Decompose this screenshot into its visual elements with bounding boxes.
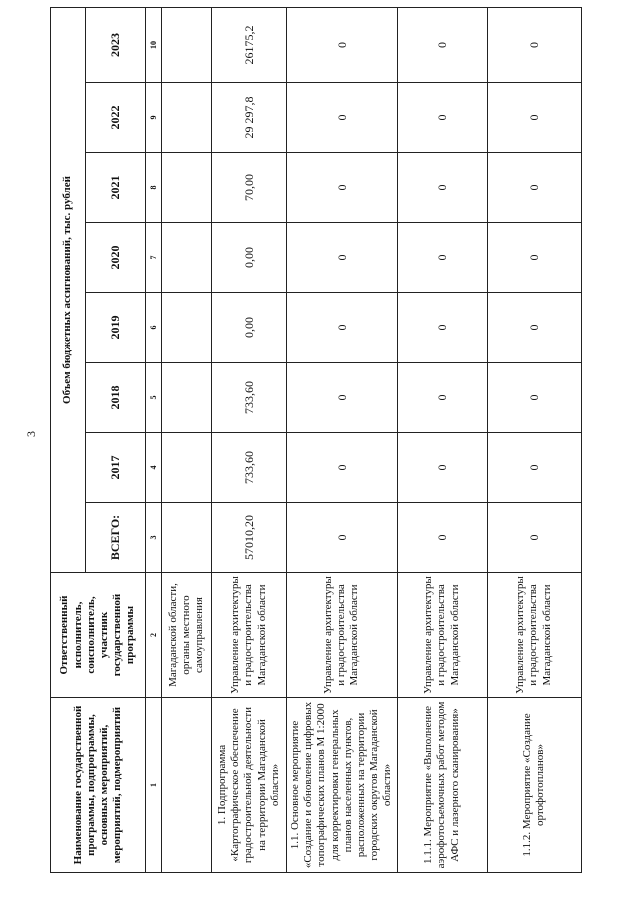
table-row: [162, 7, 212, 872]
row-value: 29 297,8: [212, 83, 287, 153]
row-value: 0: [487, 83, 581, 153]
header-year: 2020: [86, 223, 146, 293]
row-executor: Управление архитектуры и градостроительства Магаданской области: [397, 573, 487, 698]
row-value: [162, 153, 212, 223]
row-value: 0: [287, 223, 398, 293]
header-executor-column: Ответственный исполнитель, соисполнитель, участник государственной программы: [51, 573, 146, 698]
header-budget-group: Объем бюджетных ассигнований, тыс. рублей: [51, 7, 86, 572]
row-value: 0: [287, 433, 398, 503]
column-index: 8: [146, 153, 162, 223]
row-executor: Управление архитектуры и градостроительства Магаданской области: [287, 573, 398, 698]
row-name: 1. Подпрограмма «Картографическое обеспечение градостроительной деятельности на территории Магаданской области»: [212, 698, 287, 873]
column-index: 9: [146, 83, 162, 153]
header-year: 2021: [86, 153, 146, 223]
row-value: 0: [397, 83, 487, 153]
row-value: [162, 433, 212, 503]
row-value: 0: [287, 363, 398, 433]
column-index: 1: [146, 698, 162, 873]
row-value: 733,60: [212, 433, 287, 503]
header-year: 2019: [86, 293, 146, 363]
row-total: 0: [287, 503, 398, 573]
column-index: 6: [146, 293, 162, 363]
row-value: 0: [397, 7, 487, 82]
column-index: 3: [146, 503, 162, 573]
row-value: 0: [397, 223, 487, 293]
table-row: [212, 7, 287, 872]
row-executor: Управление архитектуры и градостроительства Магаданской области: [487, 573, 581, 698]
row-total: 0: [487, 503, 581, 573]
column-index: 4: [146, 433, 162, 503]
row-name: 1.1.1. Мероприятие «Выполнение аэрофотосъемочных работ методом АФС и лазерного сканирования»: [397, 698, 487, 873]
row-value: 0: [287, 83, 398, 153]
row-value: [162, 7, 212, 82]
row-value: [162, 83, 212, 153]
row-value: [162, 363, 212, 433]
column-index: 2: [146, 573, 162, 698]
row-name: 1.1.2. Мероприятие «Создание ортофотопланов»: [487, 698, 581, 873]
row-value: 0: [487, 223, 581, 293]
header-year: 2017: [86, 433, 146, 503]
row-value: 70,00: [212, 153, 287, 223]
row-value: [162, 293, 212, 363]
row-value: 0: [287, 293, 398, 363]
header-year: 2023: [86, 7, 146, 82]
page-number: 3: [24, 431, 38, 437]
row-value: 0: [397, 153, 487, 223]
row-name: 1.1. Основное мероприятие «Создание и обновление цифровых топографических планов М 1:2000 для корректировки генеральных планов населенных пунктов, расположенных на территории городских округов Магаданской области»: [287, 698, 398, 873]
header-row-group: [51, 7, 86, 872]
rotated-budget-table-container: [50, 8, 575, 873]
table-row: [287, 7, 398, 872]
row-value: 733,60: [212, 363, 287, 433]
row-value: 0,00: [212, 223, 287, 293]
row-value: [162, 223, 212, 293]
column-index: 5: [146, 363, 162, 433]
row-value: 0: [397, 433, 487, 503]
column-index: 7: [146, 223, 162, 293]
index-row: [146, 7, 162, 872]
row-value: 0: [487, 293, 581, 363]
table-row: [397, 7, 487, 872]
row-value: 0,00: [212, 293, 287, 363]
row-value: 0: [487, 433, 581, 503]
header-name-column: Наименование государственной программы, подпрограммы, основных мероприятий, мероприятий, подмероприятий: [51, 698, 146, 873]
row-value: 0: [397, 363, 487, 433]
table-row: [487, 7, 581, 872]
row-value: 0: [487, 153, 581, 223]
row-value: 0: [397, 293, 487, 363]
header-total: ВСЕГО:: [86, 503, 146, 573]
row-value: 26175,2: [212, 7, 287, 82]
row-total: [162, 503, 212, 573]
row-value: 0: [487, 363, 581, 433]
budget-table: [50, 7, 582, 873]
row-value: 0: [287, 7, 398, 82]
header-year: 2022: [86, 83, 146, 153]
row-total: 57010,20: [212, 503, 287, 573]
row-total: 0: [397, 503, 487, 573]
header-year: 2018: [86, 363, 146, 433]
column-index: 10: [146, 7, 162, 82]
row-value: 0: [487, 7, 581, 82]
row-name: [162, 698, 212, 873]
row-executor: Управление архитектуры и градостроительства Магаданской области: [212, 573, 287, 698]
row-value: 0: [287, 153, 398, 223]
row-executor: Магаданской области, органы местного самоуправления: [162, 573, 212, 698]
